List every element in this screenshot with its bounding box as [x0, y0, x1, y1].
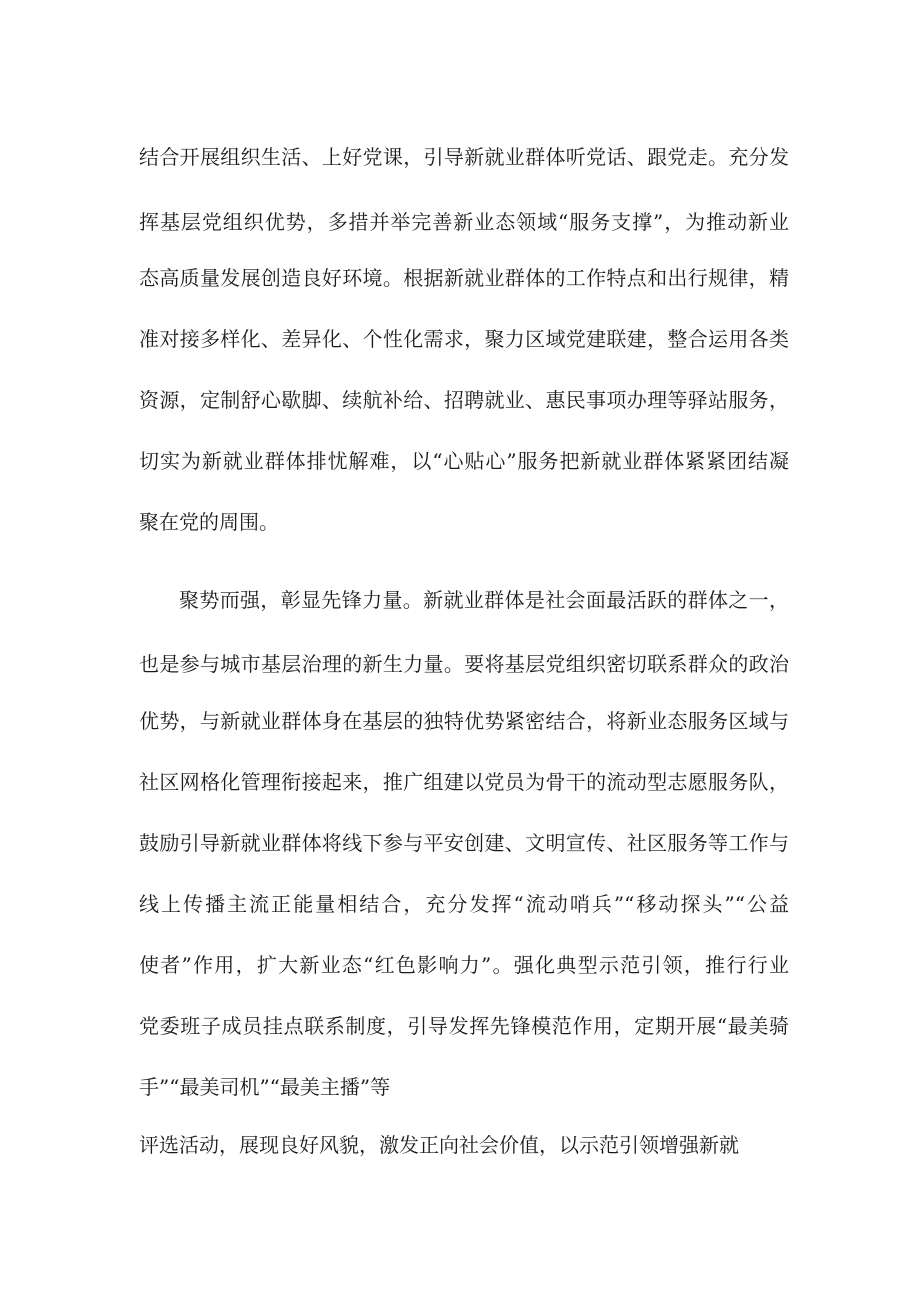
paragraph-1-line-6: 切实为新就业群体排忧解难，以“心贴心”服务把新就业群体紧紧团结凝 [139, 449, 789, 473]
paragraph-1-line-4: 准对接多样化、差异化、个性化需求，聚力区域党建联建，整合运用各类 [139, 327, 789, 351]
paragraph-1-line-1: 结合开展组织生活、上好党课，引导新就业群体听党话、跟党走。充分发 [139, 145, 789, 169]
paragraph-1-line-7: 聚在党的周围。 [139, 510, 279, 534]
paragraph-2-line-2: 也是参与城市基层治理的新生力量。要将基层党组织密切联系群众的政治 [139, 652, 789, 676]
paragraph-2-line-9: 手”“最美司机”“最美主播”等 [139, 1075, 391, 1099]
paragraph-2-line-3: 优势，与新就业群体身在基层的独特优势紧密结合，将新业态服务区域与 [139, 709, 789, 733]
paragraph-2-line-7: 使者”作用，扩大新业态“红色影响力”。强化典型示范引领，推行行业 [139, 953, 789, 977]
paragraph-1-line-5: 资源，定制舒心歇脚、续航补给、招聘就业、惠民事项办理等驿站服务， [139, 388, 789, 412]
paragraph-2-line-6: 线上传播主流正能量相结合，充分发挥“流动哨兵”“移动探头”“公益 [139, 892, 789, 916]
paragraph-2-line-8: 党委班子成员挂点联系制度，引导发挥先锋模范作用，定期开展“最美骑 [139, 1014, 789, 1038]
paragraph-1-line-3: 态高质量发展创造良好环境。根据新就业群体的工作特点和出行规律，精 [139, 266, 789, 290]
paragraph-2-line-5: 鼓励引导新就业群体将线下参与平安创建、文明宣传、社区服务等工作与 [139, 831, 789, 855]
paragraph-1-line-2: 挥基层党组织优势，多措并举完善新业态领域“服务支撑”，为推动新业 [139, 210, 789, 234]
paragraph-2-line-4: 社区网格化管理衔接起来，推广组建以党员为骨干的流动型志愿服务队， [139, 770, 789, 794]
paragraph-2-line-10: 评选活动，展现良好风貌，激发正向社会价值，以示范引领增强新就 [139, 1133, 739, 1157]
paragraph-2-line-1: 聚势而强，彰显先锋力量。新就业群体是社会面最活跃的群体之一， [179, 588, 789, 612]
